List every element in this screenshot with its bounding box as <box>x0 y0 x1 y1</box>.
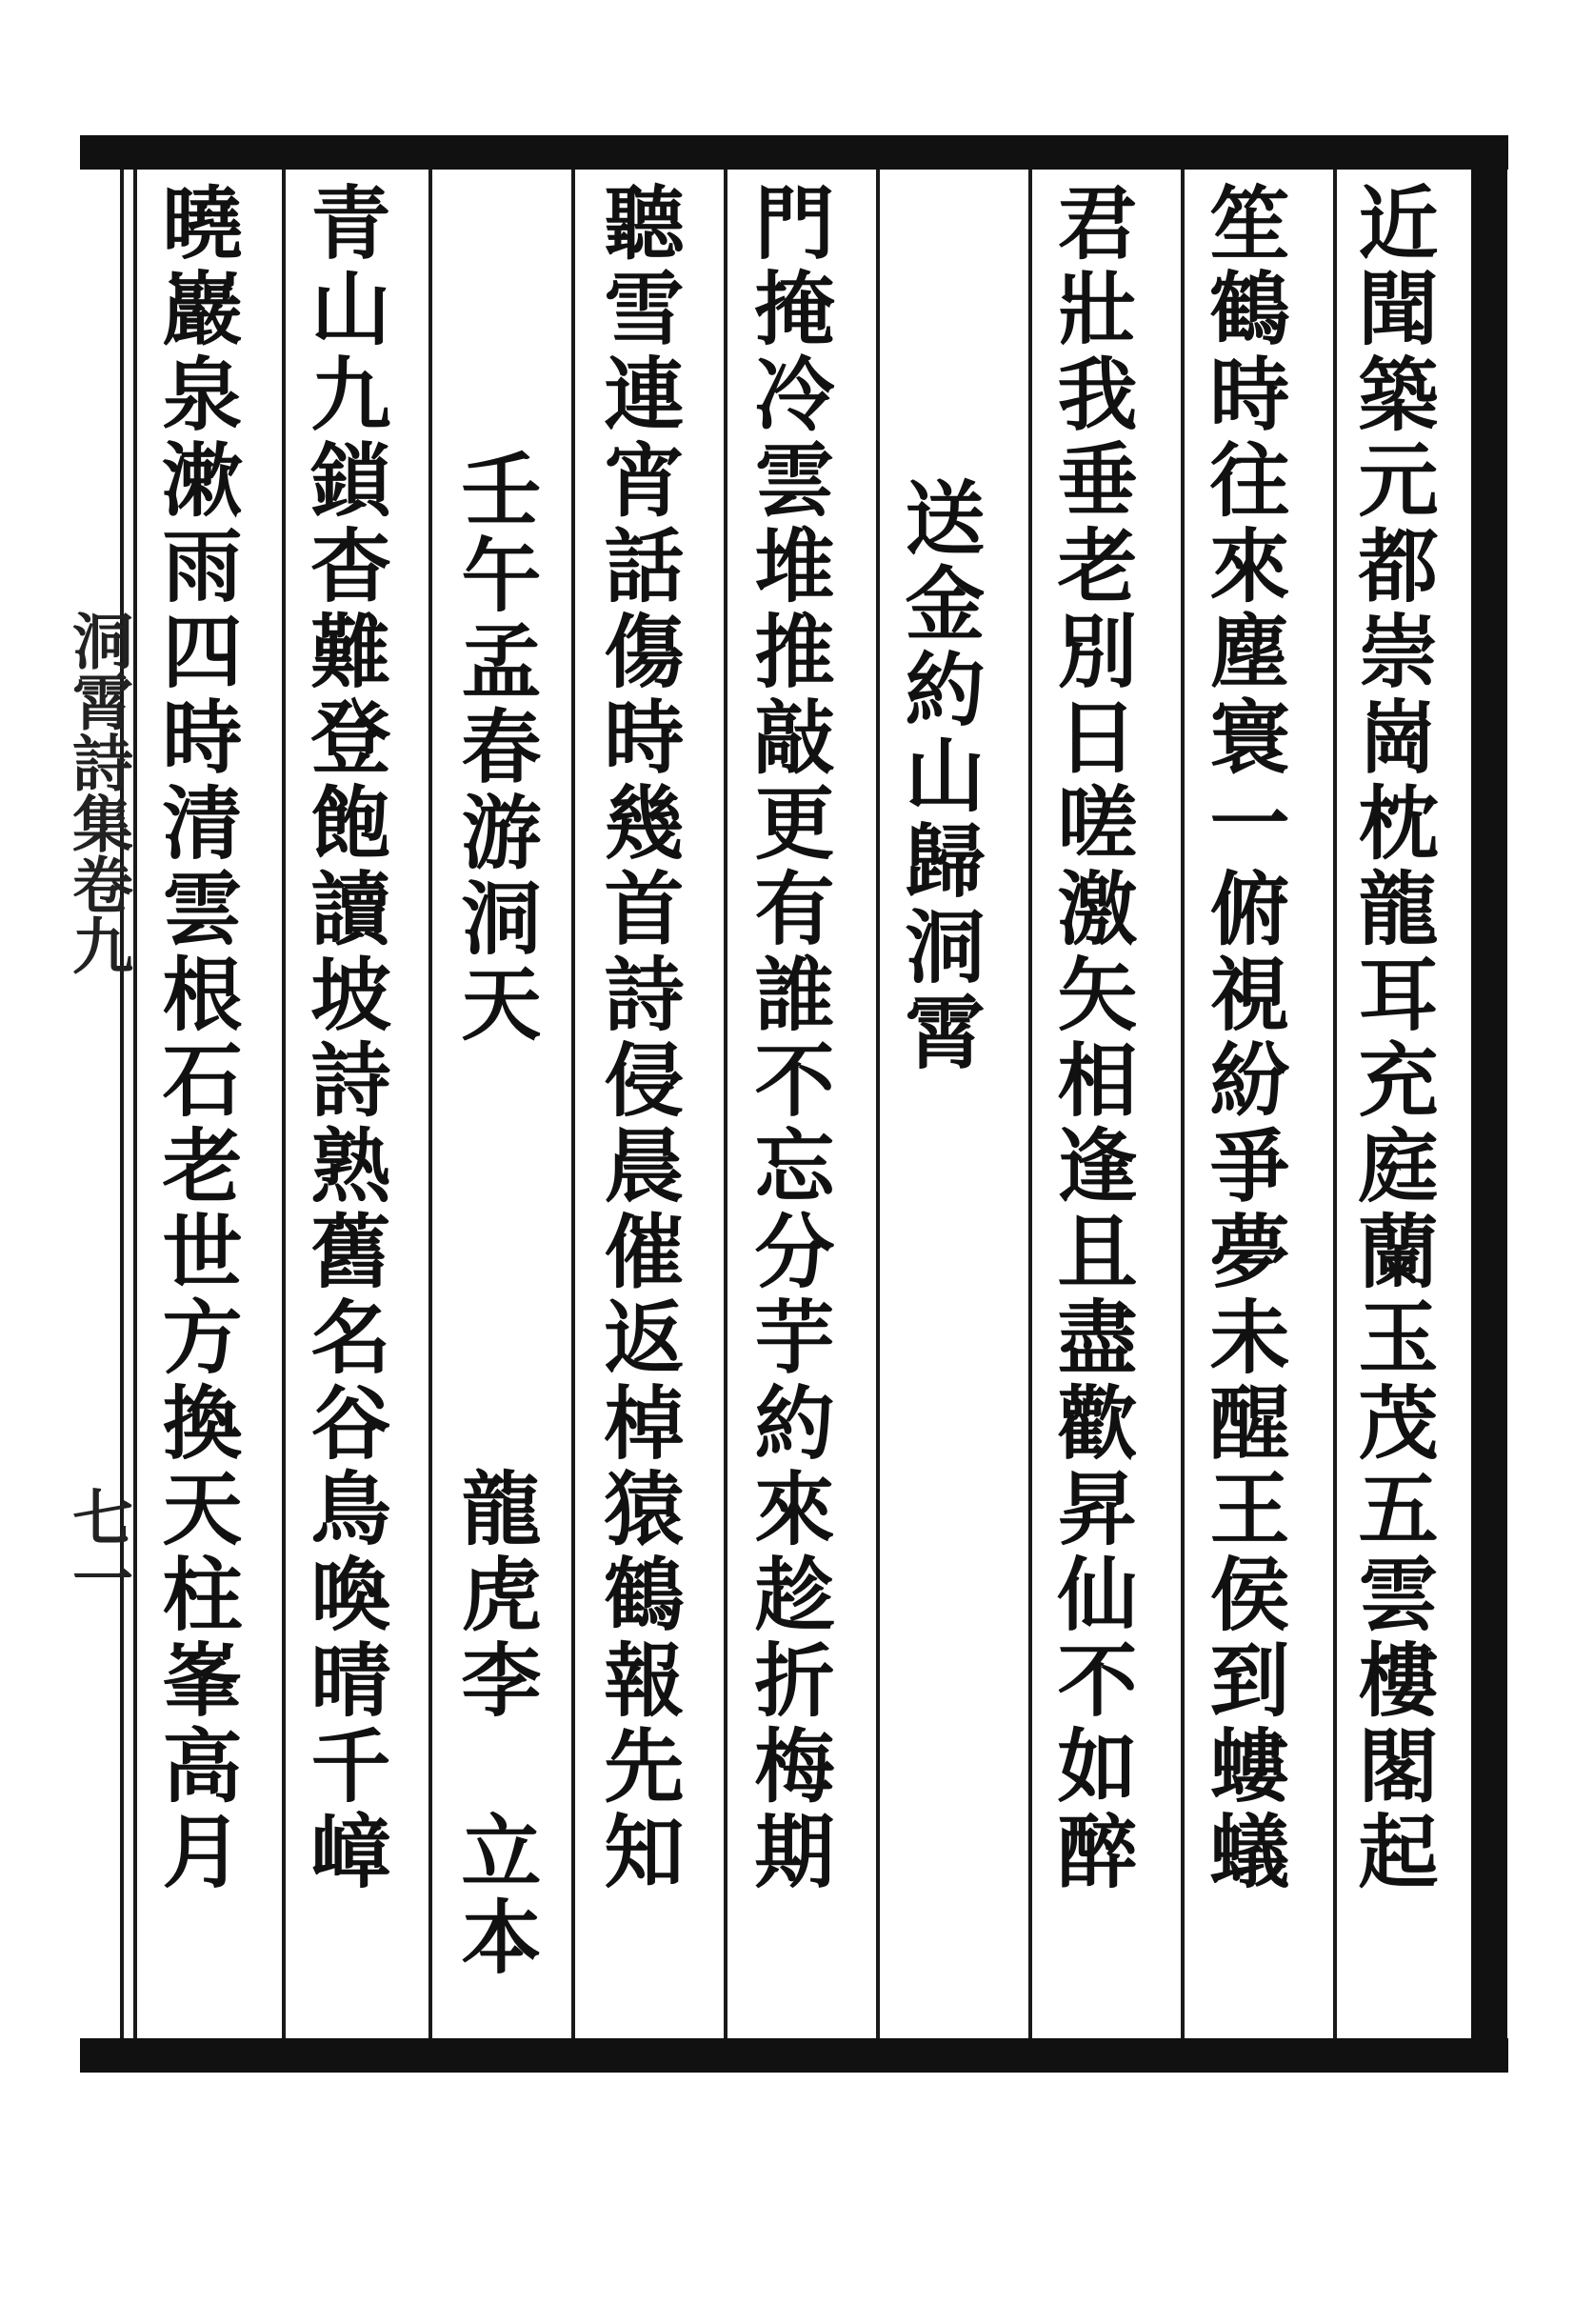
frame-right-border <box>1471 135 1507 2073</box>
column-rule <box>724 170 727 2038</box>
author-name: 龍虎李 <box>448 1467 543 1724</box>
frame-top-border <box>80 135 1508 170</box>
text-column-3: 君壯我垂老別日嗟激矢相逢且盡歡昇仙不如醉 <box>1045 181 1139 1895</box>
margin-book-title: 洞霄詩集卷九 <box>62 610 133 975</box>
poem-title-column: 送金約山歸洞霄 <box>892 476 986 1076</box>
column-rule <box>428 170 432 2038</box>
column-rule <box>1028 170 1032 2038</box>
frame-bottom-border <box>80 2038 1508 2073</box>
text-column-1: 近聞築元都崇崗枕龍耳充庭蘭玉茂五雲樓閣起 <box>1345 181 1440 1895</box>
column-rule <box>133 170 137 2038</box>
author-given-name: 立本 <box>448 1810 543 1981</box>
text-column-2: 笙鶴時往來塵寰一俯視紛爭夢未醒王侯到螻蟻 <box>1197 181 1291 1895</box>
poem-title-column: 壬午孟春游洞天 <box>448 448 543 1048</box>
column-rule <box>1333 170 1337 2038</box>
column-rule <box>876 170 880 2038</box>
margin-page-number: 七一 <box>62 1486 133 1608</box>
text-column-9: 曉巖泉漱雨四時清雲根石老世方換天柱峯高月 <box>149 181 244 1895</box>
text-column-8: 青山九鎖杳難登飽讀坡詩熟舊名谷鳥喚晴千嶂 <box>298 181 392 1895</box>
column-rule <box>571 170 575 2038</box>
text-column-5: 門掩冷雲堆推敲更有誰不忘分芋約來趁折梅期 <box>742 181 836 1895</box>
margin-rule <box>120 170 124 2038</box>
column-rule <box>282 170 286 2038</box>
column-rule <box>1181 170 1185 2038</box>
text-column-6: 聽雪連宵話傷時幾首詩侵晨催返棹猿鶴報先知 <box>591 181 686 1895</box>
